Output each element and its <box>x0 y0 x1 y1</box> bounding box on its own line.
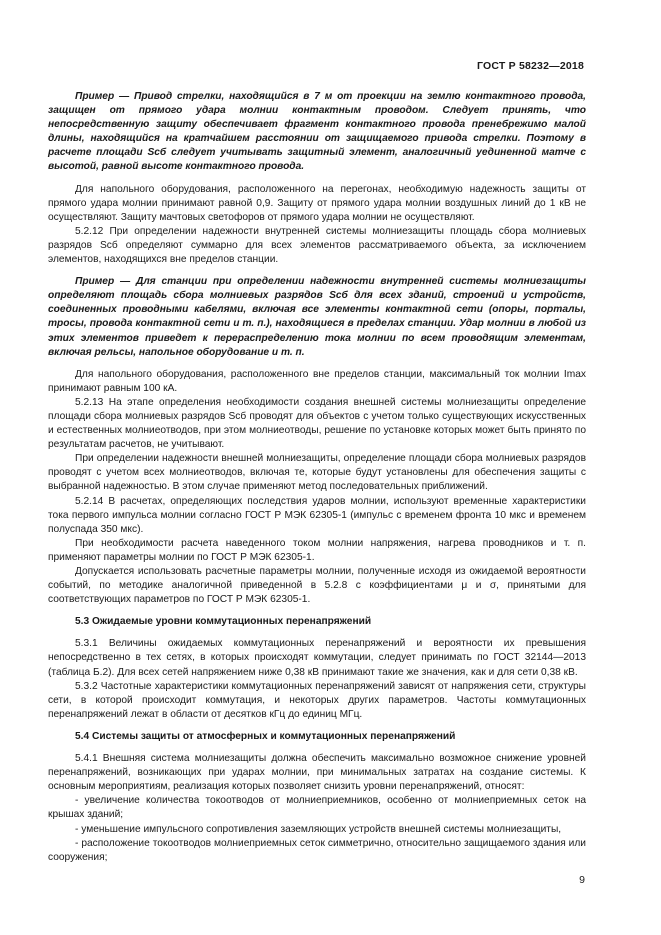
list-item: - уменьшение импульсного сопротивления заземляющих устройств внешней системы молниезащиты, <box>75 823 562 835</box>
paragraph: 5.2.13 На этапе определения необходимости создания внешней системы молниезащиты определение площади сбора молниевых разрядов Sсб проводят для объектов с учетом только существующих искусственных и естественных молниеотводов, при этом молниеотводы, решение по установке которых может быть принято по результатам расчетов, не учитывают. <box>48 396 586 451</box>
list-item: - расположение токоотводов молниеприемных сеток симметрично, относительно защищаемого здания или сооружения; <box>48 837 586 863</box>
paragraph: 5.2.14 В расчетах, определяющих последствия ударов молнии, используют временные характеристики тока первого импульса молнии согласно ГОСТ Р МЭК 62305-1 (импульс с временем фронта 10 мкс и временем полуспада 350 мкс). <box>48 495 586 535</box>
example-paragraph: Пример — Привод стрелки, находящийся в 7 м от проекции на землю контактного провода, защищен от прямого удара молнии контактным проводом. Следует принять, что непосредственную защиту обеспечивает фрагмент контактного провода пренебрежимо малой длины, находящийся на кратчайшем расстоянии от защищаемого привода стрелки. Поэтому в расчете площади Sсб следует учитывать защитный элемент, аналогичный уединенной матче с высотой, равной высоте контактного провода. <box>48 91 586 173</box>
paragraph: При определении надежности внешней молниезащиты, определение площади сбора молниевых разрядов проводят с учетом всех молниеотводов, включая те, которые будут установлены для обеспечения защиты с выбранной надежностью. В этом случае применяют метод последовательных приближений. <box>48 453 586 493</box>
paragraph: 5.3.2 Частотные характеристики коммутационных перенапряжений зависят от напряжения сети, структуры сети, в которой происходит коммутация, и некоторых других параметров. Частоты коммутационных перенапряжений лежат в области от десятков кГц до единиц МГц. <box>48 680 586 720</box>
paragraph: При необходимости расчета наведенного током молнии напряжения, нагрева проводников и т. п. применяют параметры молнии по ГОСТ Р МЭК 62305-1. <box>48 537 586 563</box>
paragraph: 5.4.1 Внешняя система молниезащиты должна обеспечить максимально возможное снижение уровней перенапряжений, возникающих при ударах молнии, при минимальных затратах на создание системы. К основным мероприятиям, реализация которых позволяет снизить уровни перенапряжений, относят: <box>48 753 586 793</box>
example-paragraph: Пример — Для станции при определении надежности внутренней системы молниезащиты определяют площадь сбора молниевых разрядов Sсб для всех зданий, строений и устройств, соединенных проводными кабелями, включая все элементы контактной сети (опоры, порталы, тросы, провода контактной сети и т. п.), находящиеся в пределах станции. Удар молнии в любой из этих элементов приведет к перераспределению тока молнии по всем проводящим элементам, включая рельсы, напольное оборудование и т. п. <box>48 276 586 358</box>
document-header: ГОСТ Р 58232—2018 <box>476 60 584 72</box>
list-item: - увеличение количества токоотводов от молниеприемников, особенно от молниеприемных сеток на крышах зданий; <box>48 795 586 821</box>
paragraph: Для напольного оборудования, расположенного на перегонах, необходимую надежность защиты от прямого удара молнии принимают равной 0,9. Защиту от прямого удара молнии воздушных линий до 1 кВ не осуществляют. Защиту мачтовых светофоров от прямого удара молнии не осуществляют. <box>48 183 586 223</box>
page-number: 9 <box>579 874 585 886</box>
paragraph: Для напольного оборудования, расположенного вне пределов станции, максимальный ток молнии Imax принимают равным 100 кА. <box>48 368 586 394</box>
paragraph: 5.3.1 Величины ожидаемых коммутационных перенапряжений и вероятности их превышения непосредственно в тех сетях, в которых происходят коммутации, следует принимать по ГОСТ 32144—2013 (таблица Б.2). Для всех сетей напряжением ниже 0,38 кВ принимают такие же значения, как и для сети 0,38 кВ. <box>48 638 586 678</box>
section-heading: 5.4 Системы защиты от атмосферных и коммутационных перенапряжений <box>75 730 456 742</box>
paragraph: 5.2.12 При определении надежности внутренней системы молниезащиты площадь сбора молниевых разрядов Sсб определяют суммарно для всех элементов рассматриваемого объекта, за исключением элементов, находящихся вне пределов станции. <box>48 225 586 266</box>
paragraph: Допускается использовать расчетные параметры молнии, полученные исходя из ожидаемой вероятности событий, по методике аналогичной приведенной в 5.2.8 с коэффициентами μ и σ, принятыми для соответствующих параметров по ГОСТ Р МЭК 62305-1. <box>48 566 586 606</box>
section-heading: 5.3 Ожидаемые уровни коммутационных перенапряжений <box>75 616 372 628</box>
document-body <box>48 90 586 865</box>
